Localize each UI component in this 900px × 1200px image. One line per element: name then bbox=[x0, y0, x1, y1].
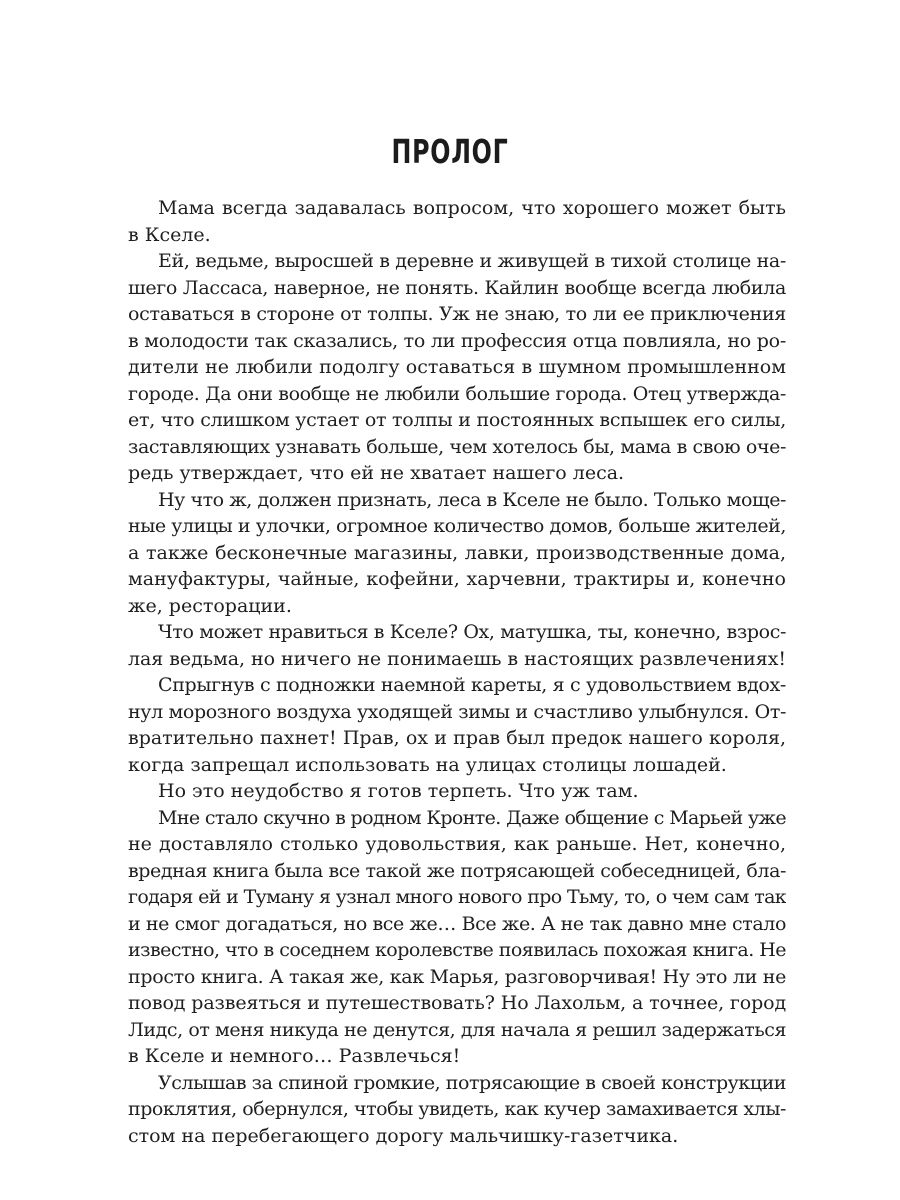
text-line: в Кселе и немного… Развлечься! bbox=[128, 1045, 461, 1067]
text-line: повод развеяться и путешествовать? Но Лахольм, а точнее, город bbox=[128, 992, 786, 1014]
text-line: заставляющих узнавать больше, чем хотелось бы, мама в свою оче- bbox=[128, 435, 786, 458]
text-line: Мама всегда задавалась вопросом, что хорошего может быть bbox=[158, 197, 786, 219]
text-line: дители не любили подолгу оставаться в шумном промышленном bbox=[128, 356, 786, 378]
text-line: и не смог догадаться, но все же… Все же. А не так давно мне стало bbox=[128, 912, 786, 935]
text-line: проклятия, обернулся, чтобы увидеть, как кучер замахивается хлы- bbox=[128, 1098, 786, 1120]
text-line: а также бесконечные магазины, лавки, производственные дома, bbox=[128, 541, 786, 564]
text-line: известно, что в соседнем королевстве появилась похожая книга. Не bbox=[128, 939, 786, 961]
text-line: шего Лассаса, наверное, не понять. Кайлин вообще всегда любила bbox=[128, 276, 786, 299]
text-line: вредная книга была все такой же потрясающей собеседницей, бла- bbox=[128, 859, 786, 882]
text-line: ет, что слишком устает от толпы и постоянных вспышек его силы, bbox=[128, 409, 786, 431]
text-line: редь утверждает, что ей не хватает нашего леса. bbox=[128, 462, 625, 484]
text-line: Услышав за спиной громкие, потрясающие в своей конструкции bbox=[158, 1071, 786, 1094]
text-line: Ну что ж, должен признать, леса в Кселе не было. Только моще- bbox=[158, 488, 786, 511]
text-line: в Кселе. bbox=[128, 223, 211, 246]
text-line: Лидс, от меня никуда не денутся, для начала я решил задержаться bbox=[128, 1018, 786, 1041]
text-line: Мне стало скучно в родном Кронте. Даже общение с Марьей уже bbox=[158, 806, 786, 829]
text-line: просто книга. А такая же, как Марья, разговорчивая! Ну это ли не bbox=[128, 965, 786, 988]
text-line: лая ведьма, но ничего не понимаешь в настоящих развлечениях! bbox=[128, 647, 786, 670]
text-line: мануфактуры, чайные, кофейни, харчевни, трактиры и, конечно bbox=[128, 568, 786, 590]
text-line: Что может нравиться в Кселе? Ох, матушка, ты, конечно, взрос- bbox=[158, 621, 786, 643]
text-line: ные улицы и улочки, огромное количество домов, больше жителей, bbox=[128, 515, 786, 537]
body-text bbox=[128, 195, 786, 1149]
text-line: нул морозного воздуха уходящей зимы и счастливо улыбнулся. От- bbox=[128, 700, 786, 723]
text-line: стом на перебегающего дорогу мальчишку-газетчика. bbox=[128, 1124, 679, 1147]
text-line: Но это неудобство я готов терпеть. Что уж там. bbox=[158, 780, 639, 802]
text-line: не доставляло столько удовольствия, как раньше. Нет, конечно, bbox=[128, 833, 786, 855]
text-line: когда запрещал использовать на улицах столицы лошадей. bbox=[128, 753, 727, 776]
text-line: годаря ей и Туману я узнал много нового про Тьму, то, о чем сам так bbox=[128, 886, 786, 908]
text-line: в молодости так сказались, то ли профессия отца повлияла, но ро- bbox=[128, 329, 786, 352]
text-line: Ей, ведьме, выросшей в деревне и живущей в тихой столице на- bbox=[158, 250, 786, 272]
text-line: Спрыгнув с подножки наемной кареты, я с удовольствием вдох- bbox=[158, 674, 786, 696]
chapter-title: ПРОЛОГ bbox=[391, 132, 509, 171]
text-line: же, ресторации. bbox=[128, 594, 292, 617]
text-line: вратительно пахнет! Прав, ох и прав был предок нашего короля, bbox=[128, 727, 786, 749]
text-line: оставаться в стороне от толпы. Уж не знаю, то ли ее приключения bbox=[128, 303, 786, 325]
text-line: городе. Да они вообще не любили большие города. Отец утвержда- bbox=[128, 382, 786, 405]
